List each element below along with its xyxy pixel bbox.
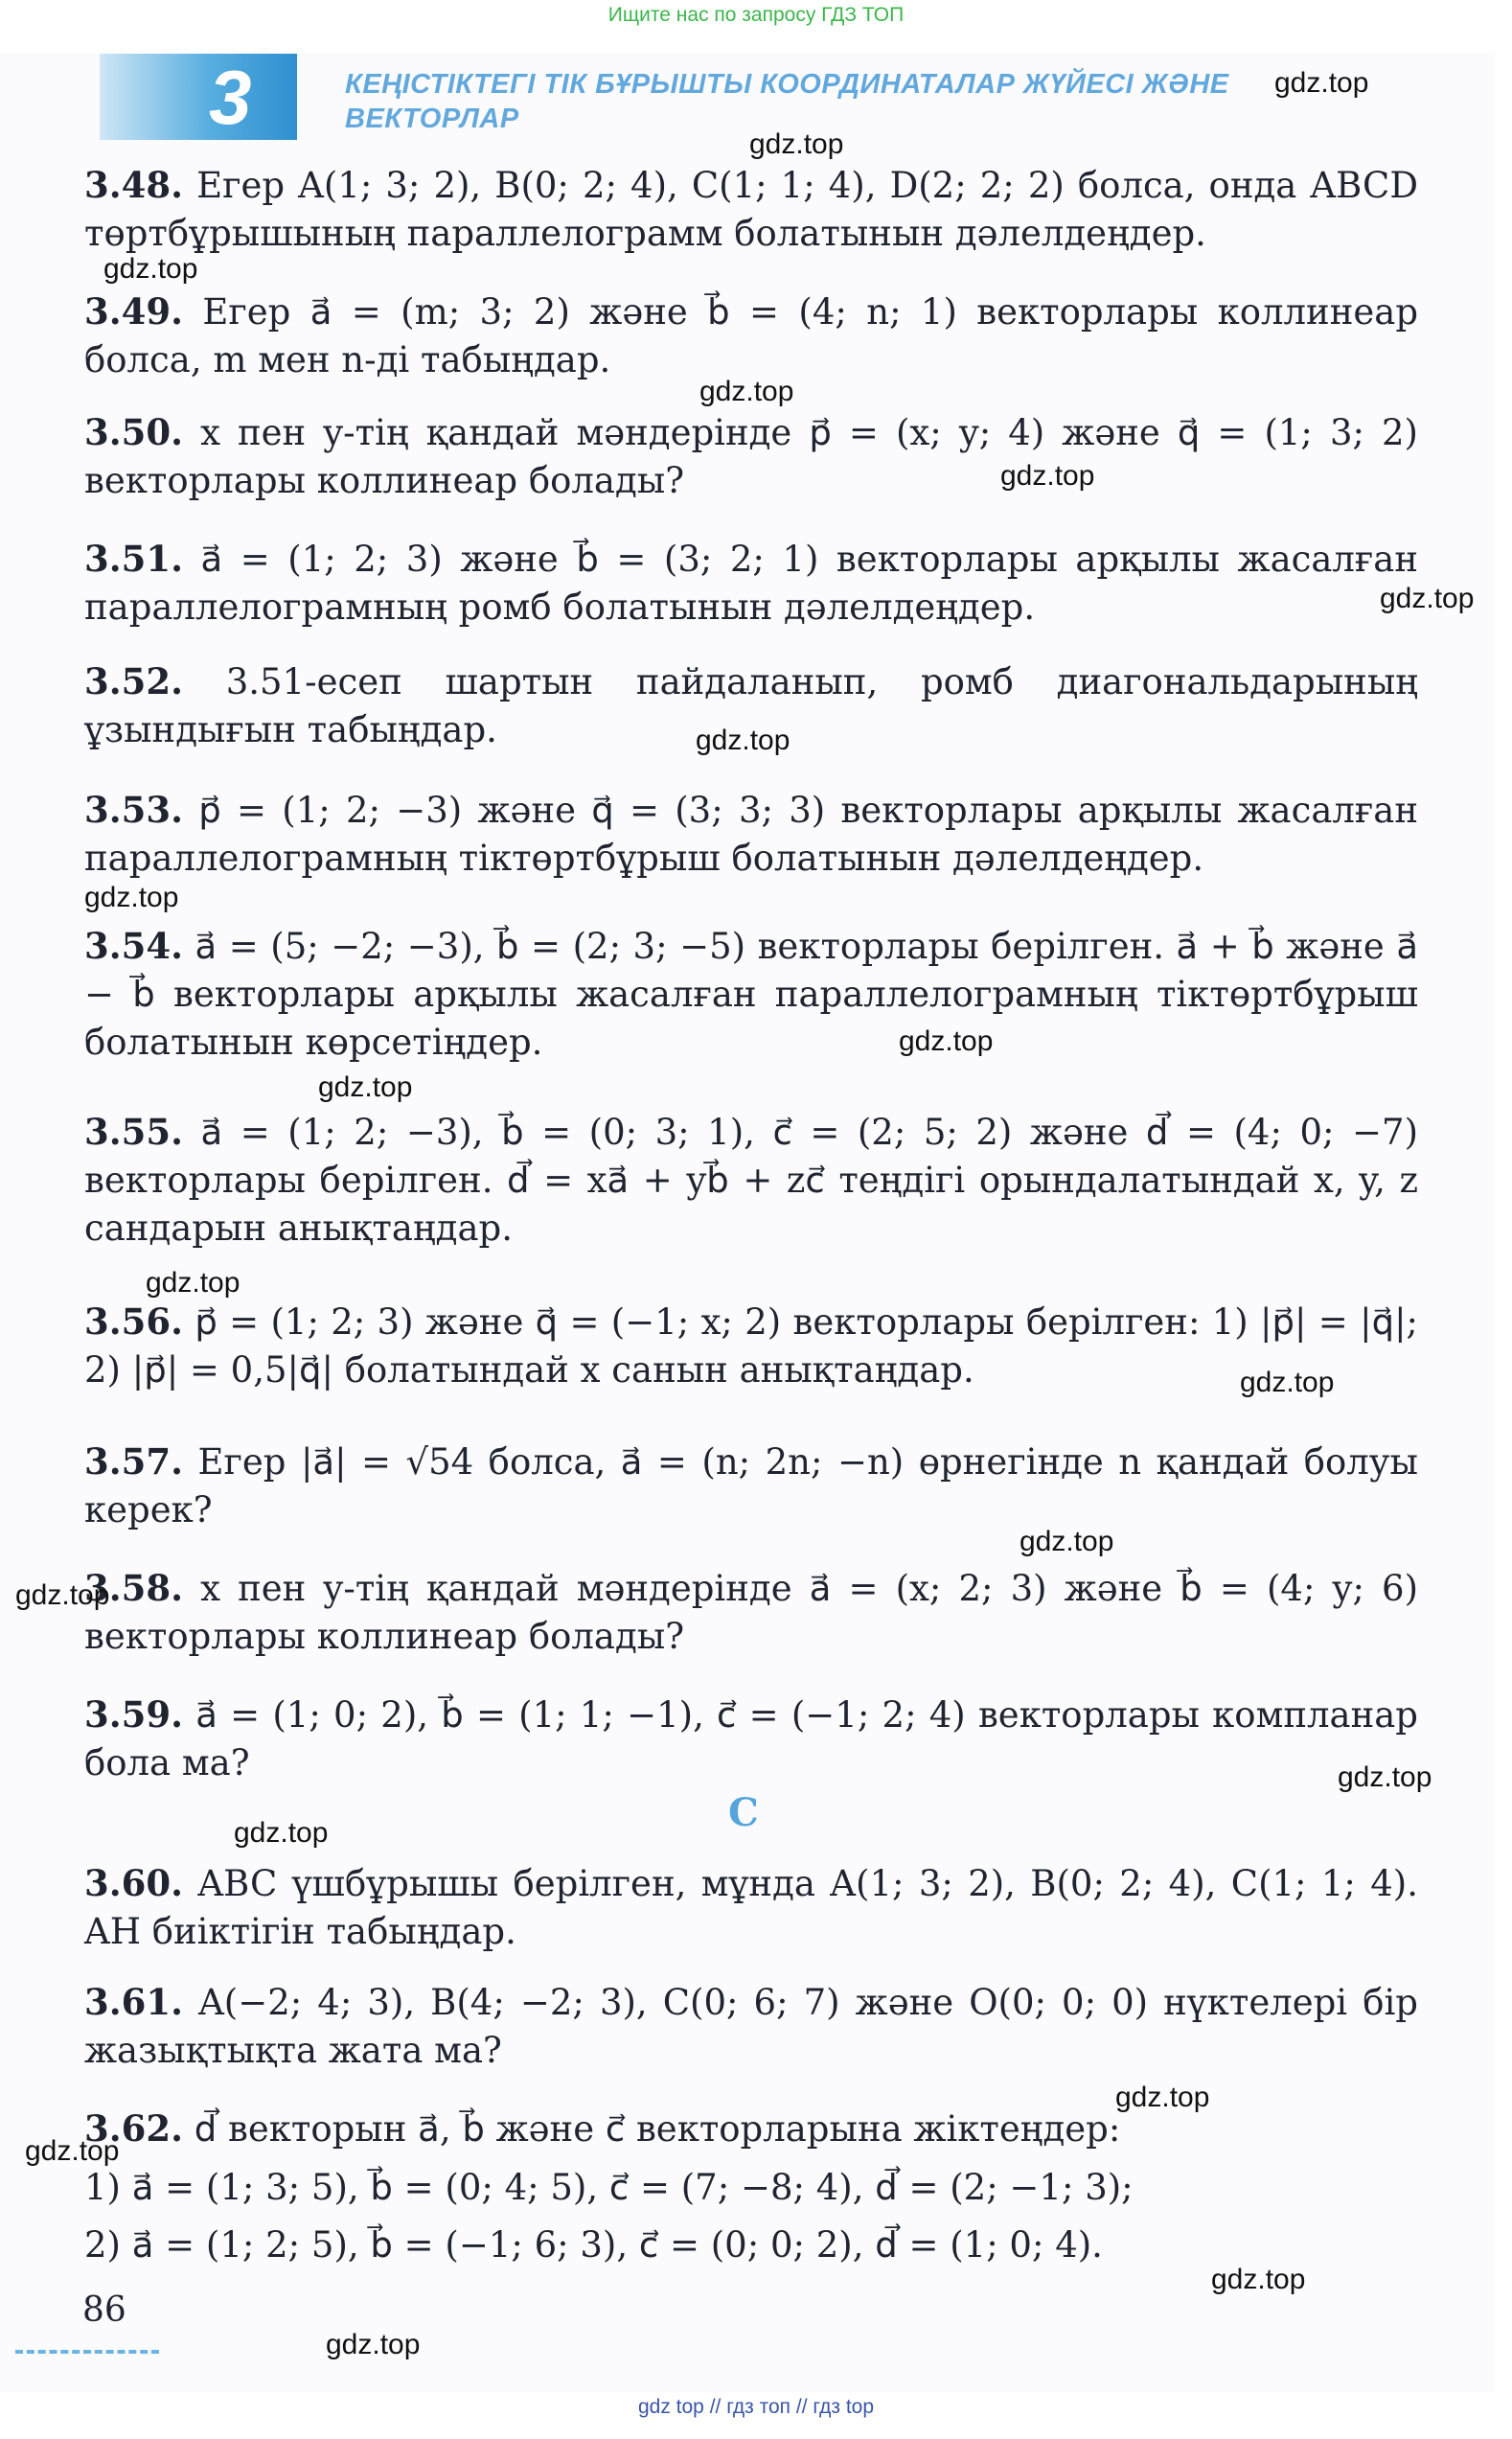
top-banner: Ищите нас по запросу ГДЗ ТОП xyxy=(607,4,905,26)
watermark: gdz.top xyxy=(899,1025,994,1057)
problem-number: 3.56. xyxy=(84,1300,183,1343)
watermark: gdz.top xyxy=(1211,2264,1306,2295)
section-letter: C xyxy=(728,1790,759,1835)
watermark: gdz.top xyxy=(1240,1367,1335,1398)
watermark: gdz.top xyxy=(1019,1526,1114,1557)
chapter-number: 3 xyxy=(209,55,252,140)
problem-3-62-part-2: 2) a⃗ = (1; 2; 5), b⃗ = (−1; 6; 3), c⃗ = (0; 0; 2), d⃗ = (1; 0; 4). xyxy=(84,2224,1103,2266)
problem-text: x пен y-тің қандай мәндерінде a⃗ = (x; 2; 3) және b⃗ = (4; y; 6) векторлары коллинеар болады? xyxy=(84,1568,1419,1657)
problem-text: Егер A(1; 3; 2), B(0; 2; 4), C(1; 1; 4), D(2; 2; 2) болса, онда ABCD төртбұрышының параллелограмм болатынын дәлелдеңдер. xyxy=(84,165,1418,254)
problem-text: a⃗ = (5; −2; −3), b⃗ = (2; 3; −5) векторлары берілген. a⃗ + b⃗ және a⃗ − b⃗ векторлары арқылы жасалған параллелограмның тіктөртбұрыш болатынын көрсетіңдер. xyxy=(84,926,1418,1063)
footer-dash-line xyxy=(15,2350,159,2354)
problem-text: p⃗ = (1; 2; −3) және q⃗ = (3; 3; 3) векторлары арқылы жасалған параллелограмның тіктөртбұрыш болатынын дәлелдеңдер. xyxy=(84,790,1418,879)
watermark: gdz.top xyxy=(1380,583,1475,614)
problem-number: 3.55. xyxy=(84,1111,183,1153)
problem-text: p⃗ = (1; 2; 3) және q⃗ = (−1; x; 2) векторлары берілген: 1) |p⃗| = |q⃗|; 2) |p⃗| = 0,5|q⃗| болатындай x санын анықтаңдар. xyxy=(84,1301,1418,1391)
watermark: gdz.top xyxy=(1000,460,1095,492)
problem-3-62 xyxy=(84,2105,1418,2153)
problem-text: a⃗ = (1; 2; 3) және b⃗ = (3; 2; 1) векторлары арқылы жасалған параллелограмның ромб болатынын дәлелдеңдер. xyxy=(84,539,1418,628)
problem-3-55 xyxy=(84,1108,1418,1253)
watermark: gdz.top xyxy=(1338,1761,1432,1793)
watermark: gdz.top xyxy=(699,376,794,407)
problem-number: 3.51. xyxy=(84,538,183,580)
problem-3-59 xyxy=(84,1691,1418,1787)
problem-3-53 xyxy=(84,786,1418,883)
watermark: gdz.top xyxy=(234,1817,329,1849)
watermark: gdz.top xyxy=(1274,67,1369,99)
problem-3-51 xyxy=(84,535,1418,632)
problem-text: Егер |a⃗| = √54 болса, a⃗ = (n; 2n; −n) өрнегінде n қандай болуы керек? xyxy=(84,1441,1418,1530)
problem-3-61 xyxy=(84,1978,1418,2075)
problem-number: 3.61. xyxy=(84,1981,183,2023)
page-number: 86 xyxy=(82,2290,126,2330)
problem-number: 3.52. xyxy=(84,660,183,702)
watermark: gdz.top xyxy=(318,1071,413,1103)
problem-number: 3.48. xyxy=(84,164,183,206)
problem-text: a⃗ = (1; 2; −3), b⃗ = (0; 3; 1), c⃗ = (2; 5; 2) және d⃗ = (4; 0; −7) векторлары берілген. d⃗ = xa⃗ + yb⃗ + zc⃗ теңдігі орындалатындай x, y, z сандарын анықтаңдар. xyxy=(84,1112,1418,1249)
watermark: gdz.top xyxy=(84,882,179,913)
problem-text: A(−2; 4; 3), B(4; −2; 3), C(0; 6; 7) және O(0; 0; 0) нүктелері бір жазықтықта жата ма? xyxy=(84,1982,1418,2071)
problem-number: 3.50. xyxy=(84,411,183,453)
problem-number: 3.49. xyxy=(84,290,183,333)
watermark: gdz.top xyxy=(25,2135,120,2167)
problem-3-54 xyxy=(84,922,1418,1067)
problem-3-49 xyxy=(84,288,1418,384)
footer-links: gdz top // гдз топ // гдз top xyxy=(637,2396,875,2418)
problem-number: 3.59. xyxy=(84,1693,183,1736)
problem-text: x пен y-тің қандай мәндерінде p⃗ = (x; y; 4) және q⃗ = (1; 3; 2) векторлары коллинеар болады? xyxy=(84,412,1418,501)
problem-3-62-part-1: 1) a⃗ = (1; 3; 5), b⃗ = (0; 4; 5), c⃗ = (7; −8; 4), d⃗ = (2; −1; 3); xyxy=(84,2167,1134,2208)
problem-number: 3.58. xyxy=(84,1567,183,1609)
problem-3-60 xyxy=(84,1859,1418,1956)
problem-3-48 xyxy=(84,161,1418,258)
problem-3-56 xyxy=(84,1298,1418,1394)
problem-3-50 xyxy=(84,408,1418,505)
problem-3-58 xyxy=(84,1564,1418,1661)
problem-number: 3.53. xyxy=(84,789,183,831)
chapter-header-band xyxy=(100,54,297,140)
problem-3-57 xyxy=(84,1438,1418,1534)
problem-text: d⃗ векторын a⃗, b⃗ және c⃗ векторларына жіктеңдер: xyxy=(194,2108,1121,2150)
watermark: gdz.top xyxy=(103,253,198,285)
problem-text: a⃗ = (1; 0; 2), b⃗ = (1; 1; −1), c⃗ = (−1; 2; 4) векторлары компланар бола ма? xyxy=(84,1694,1418,1783)
watermark: gdz.top xyxy=(326,2329,421,2360)
problem-number: 3.62. xyxy=(84,2107,183,2150)
watermark: gdz.top xyxy=(749,128,844,160)
problem-number: 3.54. xyxy=(84,925,183,967)
watermark: gdz.top xyxy=(15,1579,110,1611)
chapter-title: КЕҢІСТІКТЕГІ ТІК БҰРЫШТЫ КООРДИНАТАЛАР ЖҮЙЕСІ ЖӘНЕ ВЕКТОРЛАР xyxy=(345,69,1229,134)
problem-number: 3.57. xyxy=(84,1440,183,1483)
watermark: gdz.top xyxy=(696,725,790,756)
watermark: gdz.top xyxy=(146,1267,241,1299)
watermark: gdz.top xyxy=(1115,2082,1210,2113)
problem-text: 3.51-есеп шартын пайдаланып, ромб диагональдарының ұзындығын табыңдар. xyxy=(84,661,1418,750)
problem-number: 3.60. xyxy=(84,1862,183,1904)
problem-text: Егер a⃗ = (m; 3; 2) және b⃗ = (4; n; 1) векторлары коллинеар болса, m мен n-ді табыңдар. xyxy=(84,291,1419,380)
problem-text: ABC үшбұрышы берілген, мұнда A(1; 3; 2), B(0; 2; 4), C(1; 1; 4). AH биіктігін табыңдар. xyxy=(84,1863,1419,1952)
